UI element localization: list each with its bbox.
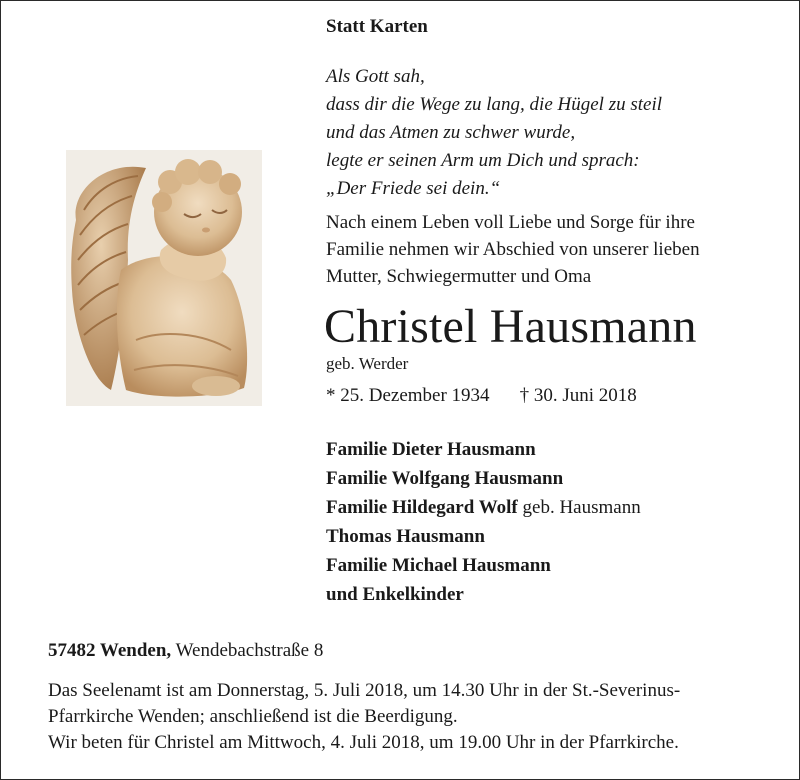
mourners-list bbox=[326, 435, 641, 609]
mourner-name: Familie Hildegard Wolf bbox=[326, 497, 518, 518]
address-city: 57482 Wenden, bbox=[48, 640, 172, 661]
mourner-birth-name: geb. Hausmann bbox=[517, 497, 641, 518]
mourner-row bbox=[326, 464, 641, 493]
deceased-name: Christel Hausmann bbox=[324, 300, 697, 353]
mourner-name: Thomas Hausmann bbox=[326, 526, 485, 547]
header-statt-karten: Statt Karten bbox=[326, 16, 428, 37]
mourner-name: Familie Dieter Hausmann bbox=[326, 439, 536, 460]
notice-line: Wir beten für Christel am Mittwoch, 4. Juli 2018, um 19.00 Uhr in der Pfarrkirche. bbox=[48, 732, 679, 753]
mourner-name: und Enkelkinder bbox=[326, 584, 464, 605]
poem-line: dass dir die Wege zu lang, die Hügel zu steil bbox=[326, 94, 662, 115]
notice-line: Das Seelenamt ist am Donnerstag, 5. Juli 2018, um 14.30 Uhr in der St.-Severinus- bbox=[48, 680, 681, 701]
intro-line: Nach einem Leben voll Liebe und Sorge für ihre bbox=[326, 212, 695, 233]
notice-line: Pfarrkirche Wenden; anschließend ist die Beerdigung. bbox=[48, 706, 458, 727]
mourner-name: Familie Michael Hausmann bbox=[326, 555, 551, 576]
mourner-row bbox=[326, 551, 641, 580]
poem-line: und das Atmen zu schwer wurde, bbox=[326, 122, 576, 143]
poem-line: Als Gott sah, bbox=[326, 66, 425, 87]
death-date: † 30. Juni 2018 bbox=[519, 385, 637, 406]
birth-name: geb. Werder bbox=[326, 354, 409, 373]
intro-text bbox=[326, 209, 700, 290]
service-notice bbox=[48, 678, 680, 756]
poem bbox=[326, 63, 662, 203]
intro-line: Familie nehmen wir Abschied von unserer lieben bbox=[326, 239, 700, 260]
poem-line: „Der Friede sei dein.“ bbox=[326, 178, 501, 199]
angel-figurine-image bbox=[66, 150, 262, 406]
birth-date: * 25. Dezember 1934 bbox=[326, 385, 490, 406]
mourner-row bbox=[326, 435, 641, 464]
mourner-name: Familie Wolfgang Hausmann bbox=[326, 468, 564, 489]
address-street: Wendebachstraße 8 bbox=[171, 640, 324, 661]
mourner-address bbox=[48, 640, 323, 662]
mourner-row bbox=[326, 493, 641, 522]
poem-line: legte er seinen Arm um Dich und sprach: bbox=[326, 150, 640, 171]
intro-line: Mutter, Schwiegermutter und Oma bbox=[326, 266, 592, 287]
mourner-row bbox=[326, 522, 641, 551]
mourner-row bbox=[326, 580, 641, 609]
life-dates bbox=[326, 385, 637, 407]
